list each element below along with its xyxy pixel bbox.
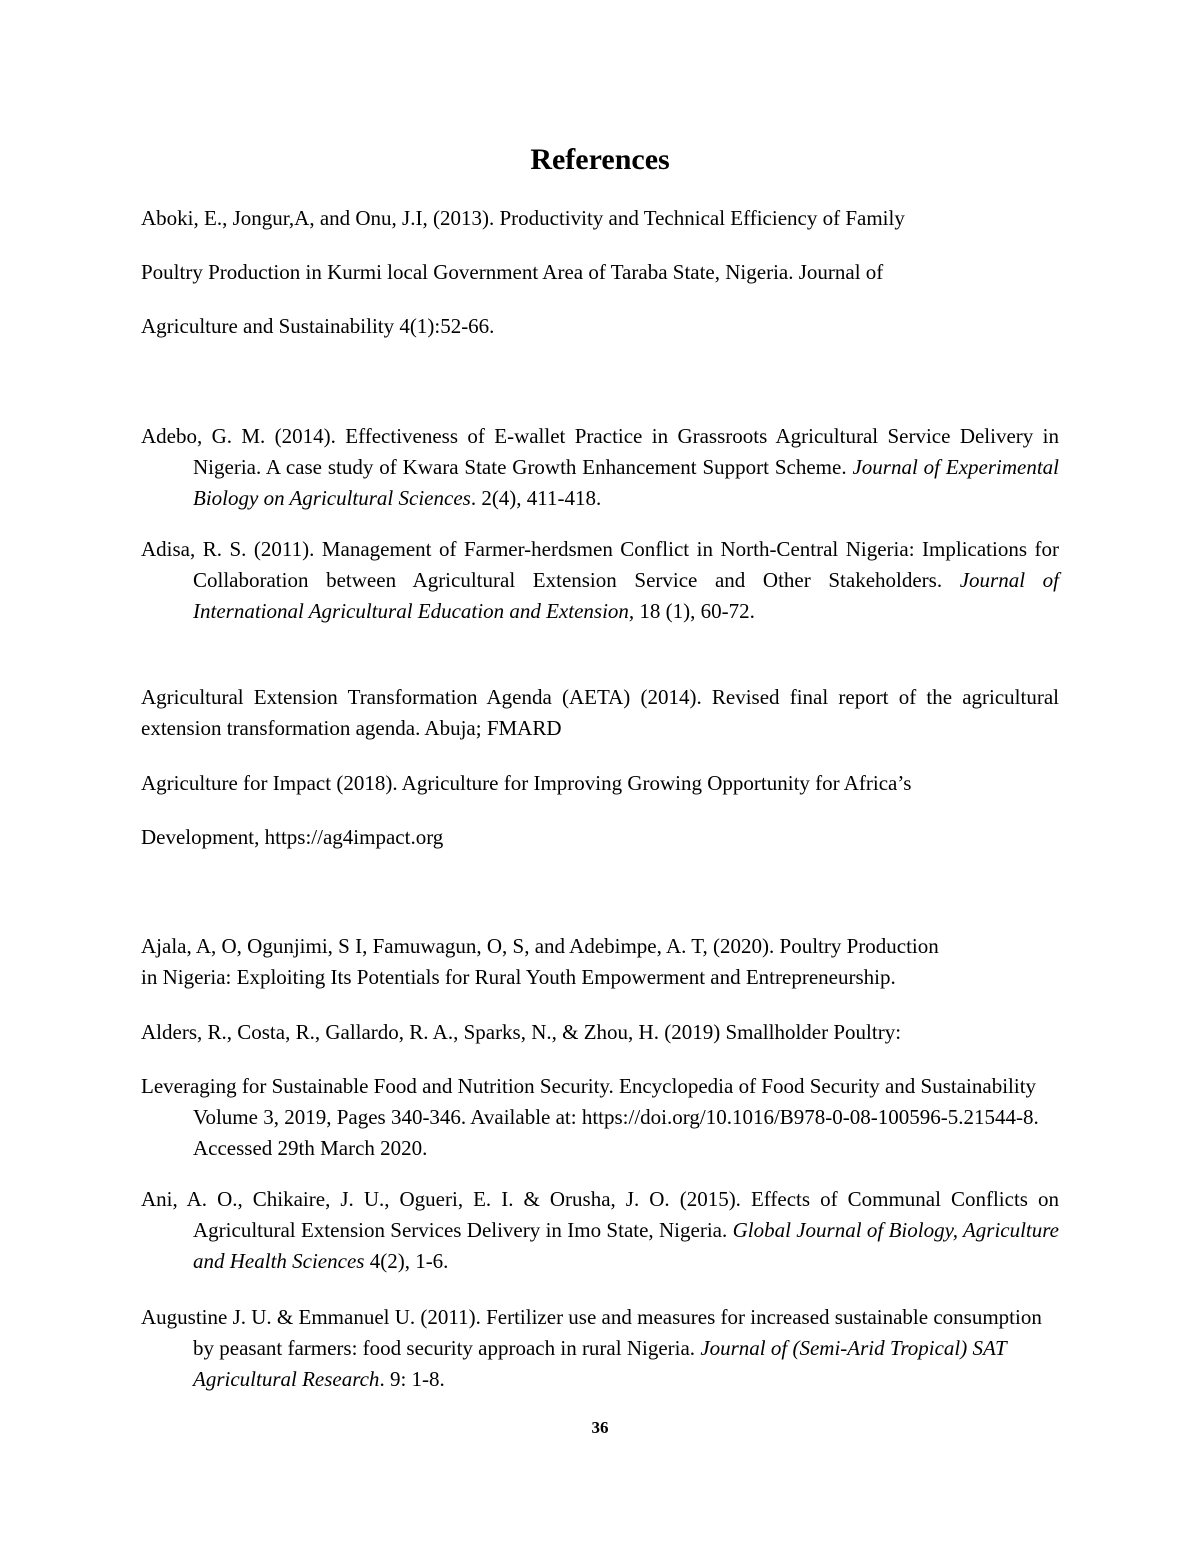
reference-text: Ani, A. O., Chikaire, J. U., Ogueri, E. I. & Orusha, J. O. (2015). Effects of Communal Conflicts on Agricultural Extension Services Delivery in Imo State, Nigeria.	[141, 1187, 1059, 1242]
reference-ag4impact	[141, 756, 1059, 864]
journal-title: Journal of (Semi-Arid Tropical) SAT Agricultural Research	[193, 1336, 1007, 1391]
reference-aboki	[141, 191, 1059, 353]
reference-line: Agriculture for Impact (2018). Agriculture for Improving Growing Opportunity for Africa’s	[141, 771, 912, 795]
reference-line: Development, https://ag4impact.org	[141, 825, 444, 849]
reference-leveraging: Leveraging for Sustainable Food and Nutrition Security. Encyclopedia of Food Security and Sustainability Volume 3, 2019, Pages 340-346. Available at: https://doi.org/10.1016/B978-0-08-100596-5.21544-8. Accessed 29th March 2020.	[141, 1074, 1039, 1160]
reference-ani	[141, 1184, 1059, 1277]
reference-tail: 18 (1), 60-72.	[634, 599, 755, 623]
page-number: 36	[591, 1418, 609, 1437]
journal-title: Journal of Experimental Biology on Agricultural Sciences	[193, 455, 1059, 510]
journal-title: Global Journal of Biology, Agriculture and Health Sciences	[193, 1218, 1059, 1273]
reference-tail: . 9: 1-8.	[379, 1367, 445, 1391]
page-title: References	[530, 143, 670, 176]
reference-line: Aboki, E., Jongur,A, and Onu, J.I, (2013). Productivity and Technical Efficiency of Family	[141, 206, 905, 230]
reference-ajala	[141, 931, 1059, 993]
reference-line: in Nigeria: Exploiting Its Potentials for Rural Youth Empowerment and Entrepreneurship.	[141, 965, 896, 989]
reference-tail: 4(2), 1-6.	[364, 1249, 449, 1273]
reference-aeta: Agricultural Extension Transformation Agenda (AETA) (2014). Revised final report of the agricultural extension transformation agenda. Abuja; FMARD	[141, 685, 1059, 740]
reference-augustine	[141, 1302, 1059, 1395]
reference-text: Augustine J. U. & Emmanuel U. (2011). Fertilizer use and measures for increased sustainable consumption by peasant farmers: food security approach in rural Nigeria.	[141, 1305, 1042, 1360]
reference-adisa	[141, 534, 1059, 627]
reference-text: Adisa, R. S. (2011). Management of Farmer-herdsmen Conflict in North-Central Nigeria: Implications for Collaboration between Agricultural Extension Service and Other Stakeholders.	[141, 537, 1059, 592]
reference-line: Ajala, A, O, Ogunjimi, S I, Famuwagun, O, S, and Adebimpe, A. T, (2020). Poultry Production	[141, 934, 939, 958]
reference-alders: Alders, R., Costa, R., Gallardo, R. A., Sparks, N., & Zhou, H. (2019) Smallholder Poultry:	[141, 1020, 902, 1044]
journal-title: Journal of International Agricultural Education and Extension,	[193, 568, 1060, 623]
reference-line: Poultry Production in Kurmi local Government Area of Taraba State, Nigeria. Journal of	[141, 260, 884, 284]
reference-text: Adebo, G. M. (2014). Effectiveness of E-wallet Practice in Grassroots Agricultural Service Delivery in Nigeria. A case study of Kwara State Growth Enhancement Support Scheme.	[141, 424, 1059, 479]
reference-line: Agriculture and Sustainability 4(1):52-66.	[141, 314, 495, 338]
reference-adebo	[141, 421, 1059, 514]
reference-tail: . 2(4), 411-418.	[470, 486, 602, 510]
